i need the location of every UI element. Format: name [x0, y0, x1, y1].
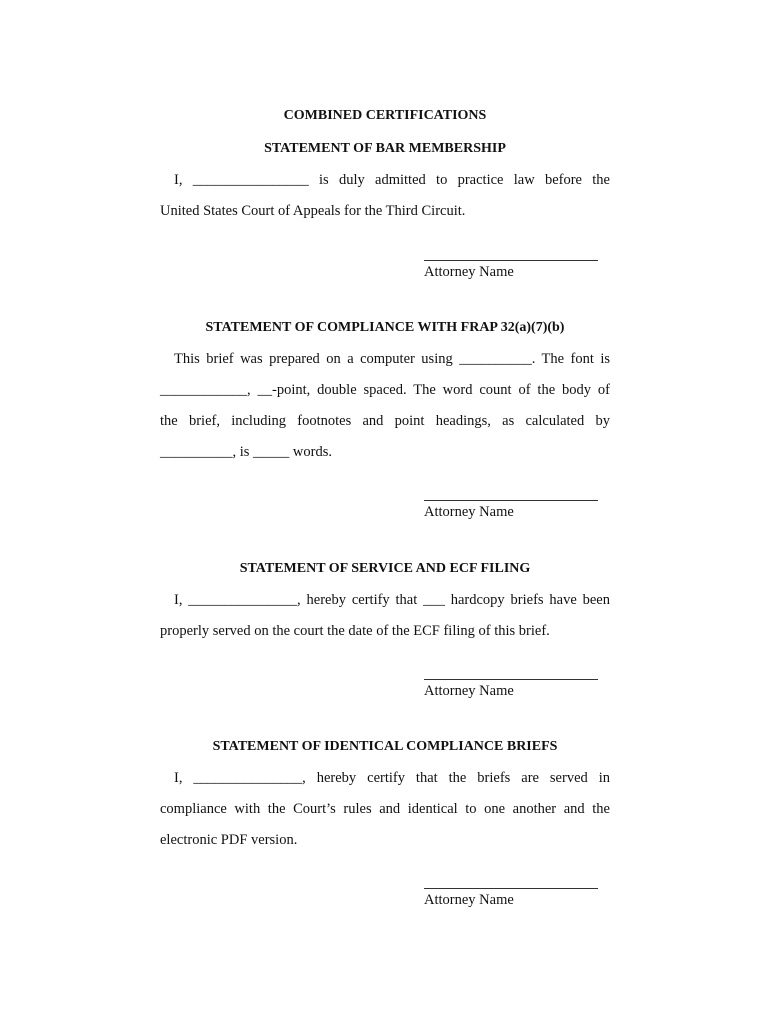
signature-block-service-ecf [424, 679, 598, 699]
signature-block-frap-compliance [424, 500, 598, 520]
signature-line [424, 679, 598, 680]
bar-membership-paragraph [160, 165, 610, 227]
signature-label: Attorney Name [424, 504, 514, 520]
paragraph-line: the brief, including footnotes and point headings, as calculated by [160, 413, 610, 429]
paragraph-line: ____________, __-point, double spaced. The word count of the body of [160, 382, 610, 398]
paragraph-line: electronic PDF version. [160, 832, 298, 848]
section-heading-service-ecf: STATEMENT OF SERVICE AND ECF FILING [239, 561, 531, 576]
signature-label: Attorney Name [424, 683, 514, 699]
service-ecf-paragraph [160, 585, 610, 647]
paragraph-line: compliance with the Court’s rules and identical to one another and the [160, 801, 610, 817]
section-heading-bar-membership: STATEMENT OF BAR MEMBERSHIP [264, 141, 506, 156]
signature-line [424, 888, 598, 889]
paragraph-line: I, _______________, hereby certify that ___ hardcopy briefs have been [174, 592, 610, 608]
paragraph-line: I, _______________, hereby certify that the briefs are served in [174, 770, 610, 786]
section-heading-identical-compliance: STATEMENT OF IDENTICAL COMPLIANCE BRIEFS [212, 739, 558, 754]
signature-label: Attorney Name [424, 264, 514, 280]
signature-block-bar-membership [424, 260, 598, 280]
section-heading-frap-compliance: STATEMENT OF COMPLIANCE WITH FRAP 32(a)(7)(b) [205, 320, 565, 335]
signature-line [424, 500, 598, 501]
paragraph-line: properly served on the court the date of the ECF filing of this brief. [160, 623, 550, 639]
paragraph-line: __________, is _____ words. [160, 444, 332, 460]
paragraph-line: United States Court of Appeals for the Third Circuit. [160, 203, 466, 219]
signature-line [424, 260, 598, 261]
signature-block-identical-compliance [424, 888, 598, 908]
identical-compliance-paragraph [160, 763, 610, 856]
paragraph-line: This brief was prepared on a computer using __________. The font is [174, 351, 610, 367]
paragraph-line: I, ________________ is duly admitted to practice law before the [174, 172, 610, 188]
signature-label: Attorney Name [424, 892, 514, 908]
document-title: COMBINED CERTIFICATIONS [283, 108, 487, 123]
frap-compliance-paragraph [160, 344, 610, 468]
